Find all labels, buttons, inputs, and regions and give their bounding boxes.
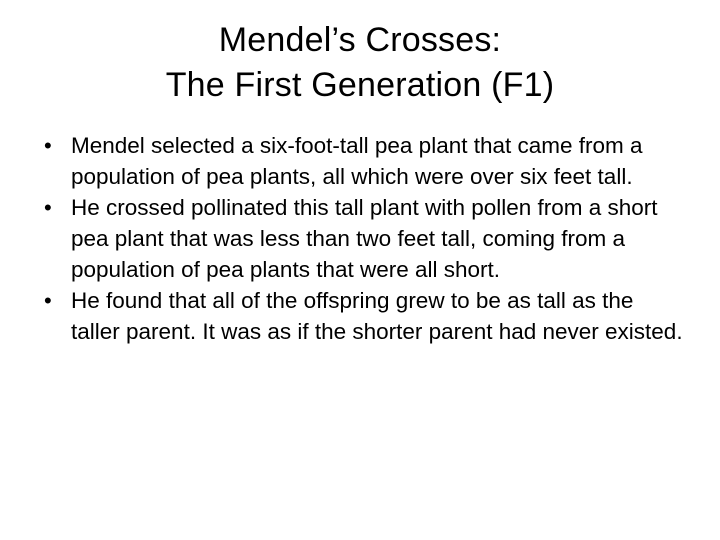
bullet-text-1: Mendel selected a six-foot-tall pea plant that came from a population of pea plants, all which were over six feet tall.	[71, 133, 643, 189]
bullet-item-1	[44, 130, 684, 192]
bullet-icon: •	[44, 195, 52, 220]
title-line-2: The First Generation (F1)	[165, 66, 555, 104]
title-line-1: Mendel’s Crosses:	[218, 21, 502, 59]
bullet-icon: •	[44, 133, 52, 158]
bullet-icon: •	[44, 288, 52, 313]
bullet-text-2: He crossed pollinated this tall plant with pollen from a short pea plant that was less than two feet tall, coming from a population of pea plants that were all short.	[71, 195, 658, 282]
bullet-text-3: He found that all of the offspring grew to be as tall as the taller parent. It was as if the shorter parent had never existed.	[71, 288, 683, 344]
bullet-item-3	[44, 285, 684, 347]
bullet-list	[44, 130, 684, 347]
bullet-item-2	[44, 192, 684, 285]
slide-title	[0, 18, 720, 108]
